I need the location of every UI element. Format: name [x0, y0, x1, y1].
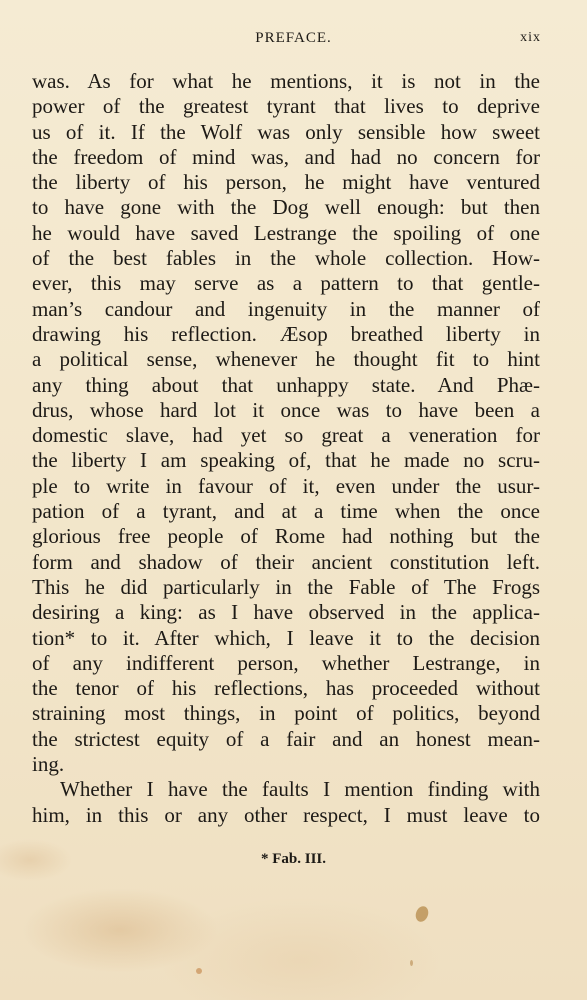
text-line: ing.	[32, 752, 65, 777]
ink-stain	[414, 904, 431, 923]
text-line: he would have saved Lestrange the spoiling of one	[32, 220, 540, 245]
text-line: him, in this or any other respect, I must leave to	[32, 802, 540, 827]
text-line: the tenor of his reflections, has proceeded without	[32, 676, 540, 701]
text-line: the liberty I am speaking of, that he made no scru-	[32, 448, 540, 473]
text-line: us of it. If the Wolf was only sensible how sweet	[32, 119, 540, 144]
page-header	[0, 30, 587, 54]
body-text	[32, 69, 540, 828]
text-line: glorious free people of Rome had nothing but the	[32, 524, 540, 549]
running-title: PREFACE.	[255, 30, 332, 46]
text-line: ever, this may serve as a pattern to that gentle-	[32, 271, 540, 296]
foxing-spot	[196, 968, 202, 974]
footnote: * Fab. III.	[260, 851, 327, 867]
text-line: ple to write in favour of it, even under the usur-	[32, 473, 540, 498]
page-number: xix	[520, 30, 541, 45]
text-line: was. As for what he mentions, it is not in the	[32, 69, 540, 93]
text-line: desiring a king: as I have observed in the applica-	[32, 600, 540, 625]
text-line: Whether I have the faults I mention finding with	[60, 777, 540, 802]
text-line: drawing his reflection. Æsop breathed liberty in	[32, 321, 540, 346]
text-line: This he did particularly in the Fable of The Frogs	[32, 574, 540, 599]
text-line: of the best fables in the whole collection. How-	[32, 246, 540, 271]
text-line: man’s candour and ingenuity in the manner of	[32, 296, 540, 321]
text-line: form and shadow of their ancient constitution left.	[32, 549, 540, 574]
foxing-spot	[410, 960, 413, 966]
text-line: to have gone with the Dog well enough: but then	[32, 195, 540, 220]
text-line: power of the greatest tyrant that lives to deprive	[32, 94, 540, 119]
text-line: drus, whose hard lot it once was to have been a	[32, 397, 540, 422]
text-line: the strictest equity of a fair and an honest mean-	[32, 726, 540, 751]
text-line: the freedom of mind was, and had no concern for	[32, 144, 540, 169]
text-line: of any indifferent person, whether Lestrange, in	[32, 650, 540, 675]
text-line: domestic slave, had yet so great a veneration for	[32, 423, 540, 448]
text-line: the liberty of his person, he might have ventured	[32, 170, 540, 195]
text-line: any thing about that unhappy state. And Phæ-	[32, 372, 540, 397]
text-line: tion* to it. After which, I leave it to the decision	[32, 625, 540, 650]
text-line: straining most things, in point of politics, beyond	[32, 701, 540, 726]
text-line: pation of a tyrant, and at a time when the once	[32, 499, 540, 524]
text-line: a political sense, whenever he thought fit to hint	[32, 347, 540, 372]
